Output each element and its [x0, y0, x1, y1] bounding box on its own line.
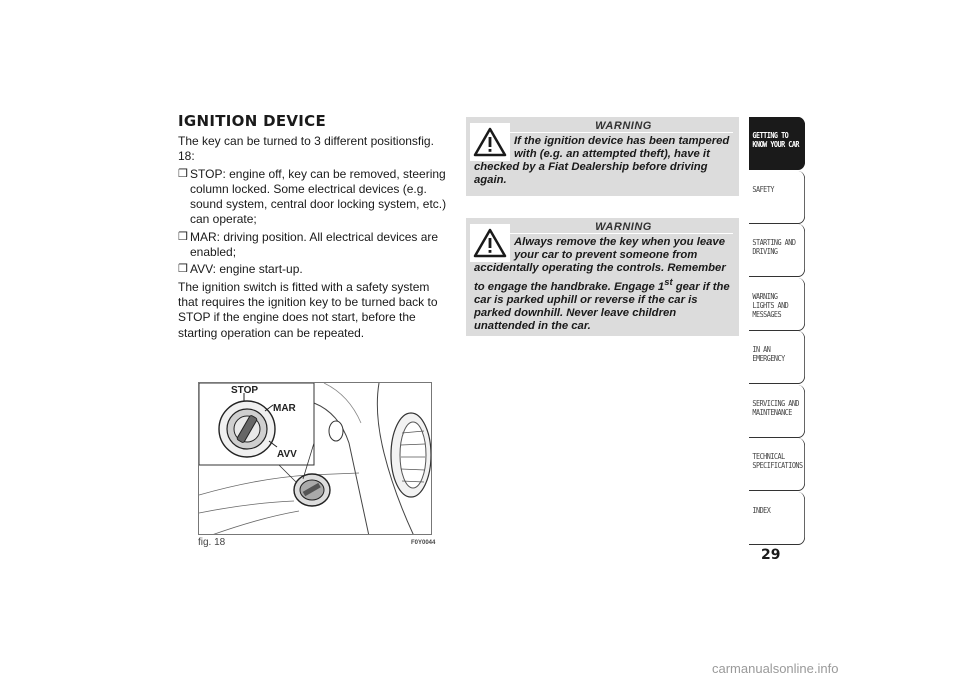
tab-warning-lights[interactable]: WARNING LIGHTS AND MESSAGES [749, 278, 805, 331]
tab-technical-specifications[interactable]: TECHNICAL SPECIFICATIONS [749, 438, 805, 491]
ignition-figure [198, 382, 432, 535]
checkbox-bullet-icon: ❒ [178, 263, 188, 276]
warning-triangle-icon [470, 224, 510, 262]
bullet-mar [178, 230, 448, 261]
tab-servicing[interactable]: SERVICING AND MAINTENANCE [749, 385, 805, 438]
figure-caption: fig. 18 [198, 537, 226, 548]
bullet-text: STOP: engine off, key can be removed, steering column locked. Some electrical devices (e.g. sound system, central door locking system, etc.) can operate; [190, 166, 447, 227]
warning-text [474, 236, 733, 333]
watermark-text: carmanualsonline.info [712, 661, 839, 676]
bullet-text: AVV: engine start-up. [190, 262, 303, 277]
warning-text-end: gear if the car is parked uphill or reverse if the car is parked downhill. Never leave children unattended in the car. [474, 280, 730, 332]
warning-heading: WARNING [474, 221, 733, 234]
body-paragraph: The ignition switch is fitted with a safety system that requires the ignition key to be turned back to STOP if the engine does not start, before the starting operation can be repeated. [178, 279, 438, 340]
tab-starting-and-driving[interactable]: STARTING AND DRIVING [749, 224, 805, 277]
bullet-stop [178, 167, 448, 228]
tab-in-an-emergency[interactable]: IN AN EMERGENCY [749, 331, 805, 384]
warning-triangle-icon [470, 123, 510, 161]
warning-box-remove-key [466, 218, 739, 336]
warning-box-tampering [466, 117, 739, 196]
bullet-avv [178, 262, 448, 277]
page-title: IGNITION DEVICE [178, 112, 327, 130]
tab-safety[interactable]: SAFETY [749, 171, 805, 224]
tab-getting-to-know-your-car[interactable]: GETTING TO KNOW YOUR CAR [749, 117, 805, 170]
intro-text-block [178, 134, 448, 343]
warning-heading: WARNING [474, 120, 733, 133]
figure-code: F0Y0044 [411, 540, 436, 546]
checkbox-bullet-icon: ❒ [178, 230, 188, 243]
tab-index[interactable]: INDEX [749, 492, 805, 545]
warning-text-start: Always remove the key when you leave your car to prevent someone from accidentally operating the controls. Remember to engage the handbrake. Engage 1 [474, 236, 726, 293]
checkbox-bullet-icon: ❒ [178, 167, 188, 180]
bullet-text: MAR: driving position. All electrical devices are enabled; [190, 229, 439, 260]
ignition-illustration [199, 383, 432, 535]
warning-text: If the ignition device has been tampered with (e.g. an attempted theft), have it checked by a Fiat Dealership before driving again. [474, 135, 730, 186]
mar-label: MAR [273, 403, 296, 414]
ordinal-suffix: st [664, 276, 673, 287]
stop-label: STOP [231, 385, 259, 396]
chapter-tabs [749, 117, 806, 545]
page-number: 29 [761, 547, 781, 563]
avv-label: AVV [277, 449, 297, 460]
intro-paragraph: The key can be turned to 3 different positionsfig. 18: [178, 134, 434, 164]
